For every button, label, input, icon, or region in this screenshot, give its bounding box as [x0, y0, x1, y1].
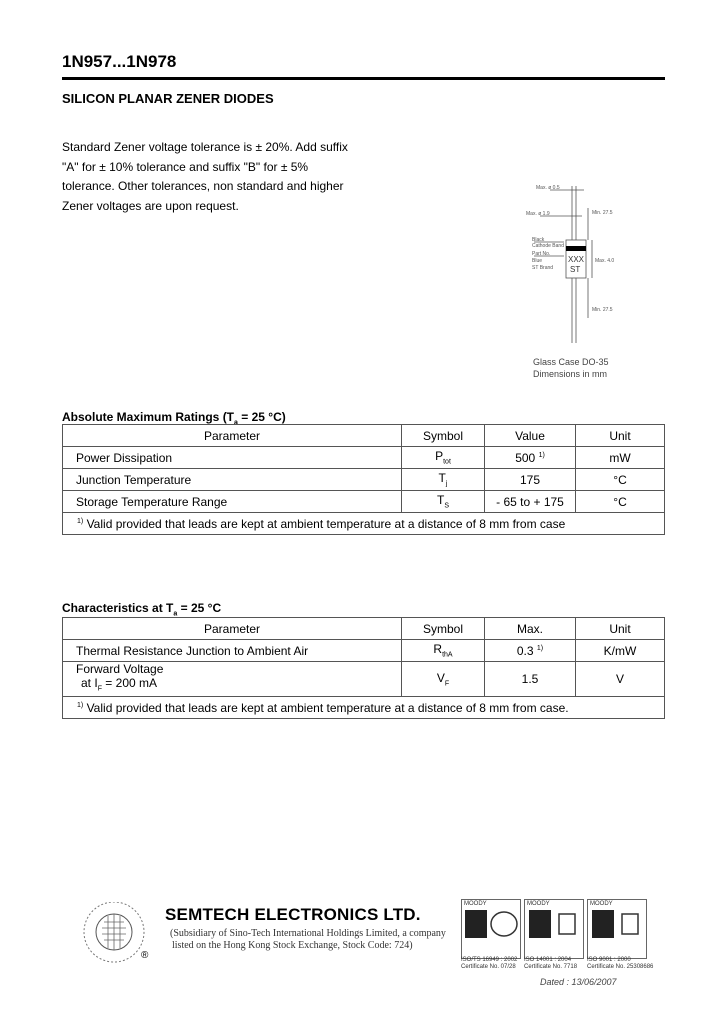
cert-3-line1: ISO 9001 : 2000 — [587, 957, 631, 963]
table-row — [63, 640, 665, 662]
symbol: R — [433, 642, 443, 657]
footnote-text: Valid provided that leads are kept at ambient temperature at a distance of 8 mm from case. — [83, 700, 569, 715]
cert-badge-1 — [461, 899, 521, 959]
table-row — [63, 491, 665, 513]
symbol: P — [435, 449, 444, 464]
band-label-5: ST Brand — [532, 265, 554, 271]
symbol: T — [436, 493, 445, 508]
col-value: Value — [485, 425, 576, 447]
dim-min-lead-top: Min. 27.5 — [592, 210, 613, 216]
cert-top: MOODY — [590, 901, 613, 907]
cert-badge-2 — [524, 899, 584, 959]
intro-paragraph — [62, 138, 372, 216]
cell-value: 1.5 — [485, 662, 576, 697]
parameter-line: Forward Voltage — [76, 662, 164, 676]
cell-parameter — [63, 662, 402, 697]
table-header-row — [63, 425, 665, 447]
dim-max-dia-top: Max. ø 0.5 — [536, 185, 560, 191]
col-symbol: Symbol — [402, 425, 485, 447]
cert-2-line1: ISO 14001 : 2004 — [524, 957, 572, 963]
heading-text-end: = 25 °C) — [237, 410, 286, 424]
caption-line: Glass Case DO-35 — [533, 357, 609, 367]
marking-xxx: XXX — [568, 255, 585, 264]
value-sup: 1) — [538, 451, 545, 459]
value: 0.3 — [516, 643, 534, 658]
table-note-row — [63, 697, 665, 719]
table-row — [63, 469, 665, 491]
symbol-sub: S — [444, 502, 449, 510]
cell-symbol — [402, 662, 485, 697]
col-max: Max. — [485, 618, 576, 640]
cert-1-line1: ISO/TS 16949 : 2002 — [461, 957, 518, 963]
cell-symbol — [402, 491, 485, 513]
cathode-band — [566, 246, 586, 251]
symbol-sub: j — [445, 480, 448, 488]
band-label-1: Black — [532, 237, 545, 243]
symbol: T — [438, 471, 446, 486]
param-text-end: = 200 mA — [101, 676, 157, 690]
cell-parameter: Thermal Resistance Junction to Ambient Air — [63, 640, 402, 662]
intro-line: tolerance. Other tolerances, non standard and higher — [62, 179, 344, 193]
cell-value: - 65 to + 175 — [485, 491, 576, 513]
symbol-sub: tot — [443, 458, 451, 466]
cell-unit: K/mW — [576, 640, 665, 662]
symbol-sub: thA — [442, 651, 453, 659]
table-note-row — [63, 513, 665, 535]
band-label-2: Cathode Band — [532, 243, 564, 249]
cert-top: MOODY — [527, 901, 550, 907]
footnote-mark: 1) — [77, 517, 84, 525]
dim-max-body-len: Max. 4.0 — [595, 258, 615, 264]
cell-symbol — [402, 640, 485, 662]
abs-max-table — [62, 424, 665, 535]
footnote-mark: 1) — [77, 701, 84, 709]
table-row — [63, 662, 665, 697]
symbol-sub: F — [444, 680, 450, 688]
col-symbol: Symbol — [402, 618, 485, 640]
subsidiary-line: (Subsidiary of Sino-Tech International Holdings Limited, a company — [170, 928, 446, 939]
table-footnote — [63, 697, 665, 719]
cell-parameter: Power Dissipation — [63, 447, 402, 469]
dim-min-lead-bottom: Min. 27.5 — [592, 307, 613, 313]
param-text: at I — [81, 676, 98, 690]
cell-parameter: Storage Temperature Range — [63, 491, 402, 513]
cert-2-line2: Certificate No. 7718 — [524, 964, 578, 970]
dim-max-dia-body: Max. ø 1.9 — [526, 211, 550, 217]
cell-value — [485, 640, 576, 662]
heading-sub: a — [173, 610, 178, 618]
cell-value: 175 — [485, 469, 576, 491]
caption-line: Dimensions in mm — [533, 369, 608, 379]
heading-text: Characteristics at T — [62, 601, 174, 615]
subsidiary-line: listed on the Hong Kong Stock Exchange, Stock Code: 724) — [172, 940, 413, 951]
band-label-4: Blue — [532, 258, 543, 264]
figure-caption — [533, 356, 609, 380]
heading-text: Absolute Maximum Ratings (T — [62, 410, 235, 424]
value-sup: 1) — [536, 644, 544, 652]
cell-unit: °C — [576, 491, 665, 513]
marking-st: ST — [570, 265, 581, 274]
characteristics-table — [62, 617, 665, 719]
heading-sub: a — [234, 419, 238, 427]
document-subtitle: SILICON PLANAR ZENER DIODES — [62, 91, 274, 106]
col-unit: Unit — [576, 425, 665, 447]
cell-unit: °C — [576, 469, 665, 491]
do35-package-drawing — [520, 178, 650, 353]
document-title: 1N957...1N978 — [62, 52, 177, 71]
cell-unit: mW — [576, 447, 665, 469]
symbol: V — [436, 671, 445, 685]
param-sub: F — [97, 685, 102, 693]
cell-symbol — [402, 469, 485, 491]
cert-top: MOODY — [464, 901, 487, 907]
intro-line: Standard Zener voltage tolerance is ± 20%. Add suffix — [62, 140, 348, 154]
title-rule — [62, 77, 665, 80]
cell-symbol — [402, 447, 485, 469]
intro-line: Zener voltages are upon request. — [62, 198, 239, 213]
cell-value — [485, 447, 576, 469]
heading-text-end: = 25 °C — [177, 601, 222, 615]
cert-badge-3 — [587, 899, 647, 959]
value: 500 — [515, 450, 536, 465]
col-unit: Unit — [576, 618, 665, 640]
semtech-logo — [82, 902, 150, 966]
company-subsidiary — [170, 928, 446, 952]
cert-seal-icon — [527, 908, 581, 942]
table-row — [63, 447, 665, 469]
cell-parameter: Junction Temperature — [63, 469, 402, 491]
cert-1-line2: Certificate No. 07/28 — [461, 964, 516, 970]
col-parameter: Parameter — [63, 425, 402, 447]
company-name: SEMTECH ELECTRONICS LTD. — [165, 905, 421, 924]
intro-line: "A" for ± 10% tolerance and suffix "B" for ± 5% — [62, 159, 309, 174]
dated-label: Dated : 13/06/2007 — [540, 977, 617, 987]
parameter-line-2 — [76, 676, 395, 696]
registered-mark: ® — [141, 950, 149, 961]
table-header-row — [63, 618, 665, 640]
cert-seal-icon — [464, 908, 518, 942]
footnote-text: Valid provided that leads are kept at ambient temperature at a distance of 8 mm from case — [83, 516, 566, 531]
cert-seal-icon — [590, 908, 644, 942]
table-footnote — [63, 513, 665, 535]
band-label-3: Part No. — [532, 251, 551, 257]
characteristics-heading — [62, 601, 221, 617]
cell-unit: V — [576, 662, 665, 697]
col-parameter: Parameter — [63, 618, 402, 640]
cert-3-line2: Certificate No. 25308686 — [587, 964, 654, 970]
